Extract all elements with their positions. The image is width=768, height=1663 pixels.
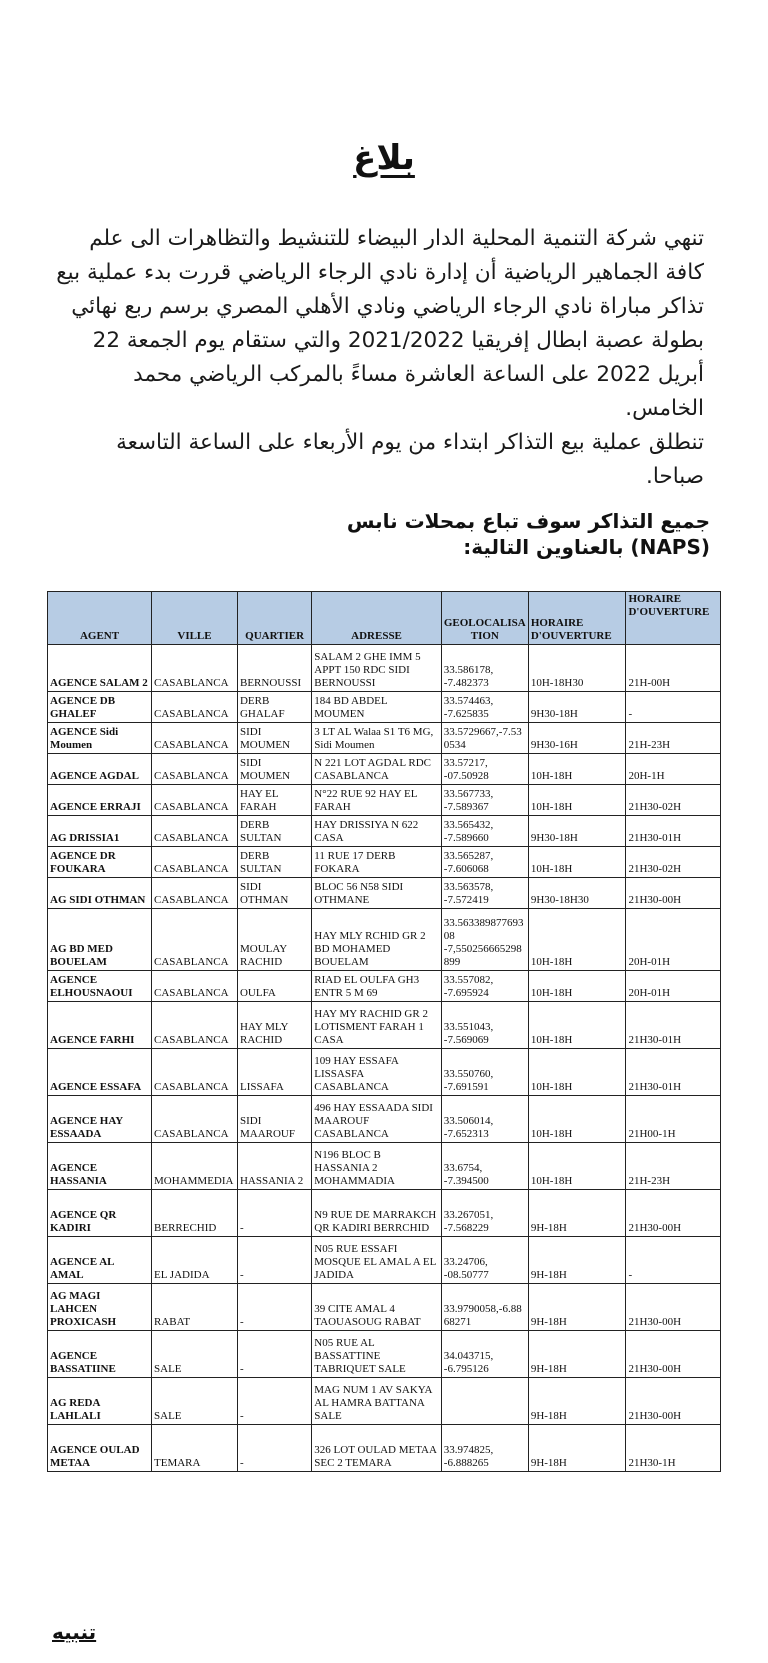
cell-quartier: - <box>237 1331 311 1378</box>
cell-agent: AGENCE FARHI <box>48 1002 152 1049</box>
cell-quartier: SIDI MOUMEN <box>237 723 311 754</box>
cell-geolocalisation: 34.043715, -6.795126 <box>441 1331 528 1378</box>
sales-heading-line-2: (NAPS) بالعناوين التالية: <box>463 535 710 559</box>
cell-geolocalisation: 33.267051, -7.568229 <box>441 1190 528 1237</box>
table-row <box>48 1425 721 1472</box>
cell-quartier: DERB SULTAN <box>237 847 311 878</box>
cell-ville: SALE <box>152 1378 238 1425</box>
cell-agent: AGENCE ERRAJI <box>48 785 152 816</box>
cell-quartier: OULFA <box>237 971 311 1002</box>
cell-quartier: - <box>237 1284 311 1331</box>
cell-adresse: N196 BLOC B HASSANIA 2 MOHAMMADIA <box>312 1143 442 1190</box>
cell-ville: CASABLANCA <box>152 692 238 723</box>
cell-horaire-2: 20H-01H <box>626 909 721 971</box>
cell-horaire-2: 21H30-00H <box>626 1190 721 1237</box>
cell-horaire-1: 10H-18H <box>528 785 626 816</box>
table-row <box>48 1002 721 1049</box>
cell-horaire-1: 9H-18H <box>528 1331 626 1378</box>
cell-horaire-2: 21H00-1H <box>626 1096 721 1143</box>
cell-geolocalisation: 33.56338987769308 -7,550256665298899 <box>441 909 528 971</box>
cell-adresse: N05 RUE AL BASSATTINE TABRIQUET SALE <box>312 1331 442 1378</box>
table-row <box>48 785 721 816</box>
notice-title: بلاغ <box>353 138 415 178</box>
cell-ville: CASABLANCA <box>152 645 238 692</box>
cell-agent: AGENCE DB GHALEF <box>48 692 152 723</box>
cell-adresse: N05 RUE ESSAFI MOSQUE EL AMAL A EL JADIDA <box>312 1237 442 1284</box>
cell-ville: CASABLANCA <box>152 1002 238 1049</box>
cell-agent: AGENCE HASSANIA <box>48 1143 152 1190</box>
table-row <box>48 1096 721 1143</box>
cell-horaire-1: 9H-18H <box>528 1425 626 1472</box>
footer-note: تنبيه <box>52 1620 97 1644</box>
header-agent: AGENT <box>48 592 152 645</box>
cell-geolocalisation: 33.6754, -7.394500 <box>441 1143 528 1190</box>
cell-quartier: HASSANIA 2 <box>237 1143 311 1190</box>
cell-horaire-1: 10H-18H30 <box>528 645 626 692</box>
cell-ville: CASABLANCA <box>152 723 238 754</box>
cell-quartier: - <box>237 1237 311 1284</box>
cell-agent: AGENCE ELHOUSNAOUI <box>48 971 152 1002</box>
cell-horaire-1: 9H-18H <box>528 1378 626 1425</box>
cell-agent: AGENCE BASSATIINE <box>48 1331 152 1378</box>
cell-geolocalisation: 33.557082, -7.695924 <box>441 971 528 1002</box>
cell-geolocalisation: 33.57217, -07.50928 <box>441 754 528 785</box>
cell-quartier: HAY MLY RACHID <box>237 1002 311 1049</box>
cell-geolocalisation: 33.550760, -7.691591 <box>441 1049 528 1096</box>
cell-agent: AGENCE AGDAL <box>48 754 152 785</box>
cell-horaire-2: 20H-01H <box>626 971 721 1002</box>
cell-agent: AGENCE HAY ESSAADA <box>48 1096 152 1143</box>
cell-geolocalisation: 33.9790058,-6.8868271 <box>441 1284 528 1331</box>
table-row <box>48 971 721 1002</box>
cell-adresse: 326 LOT OULAD METAA SEC 2 TEMARA <box>312 1425 442 1472</box>
cell-geolocalisation: 33.24706, -08.50777 <box>441 1237 528 1284</box>
cell-adresse: HAY MY RACHID GR 2 LOTISMENT FARAH 1 CASA <box>312 1002 442 1049</box>
cell-horaire-2: 21H30-00H <box>626 1284 721 1331</box>
table-row <box>48 1378 721 1425</box>
cell-horaire-1: 10H-18H <box>528 1143 626 1190</box>
sales-heading-line-1: جميع التذاكر سوف تباع بمحلات نابس <box>346 509 710 533</box>
cell-horaire-2: 21H30-02H <box>626 847 721 878</box>
table-row <box>48 645 721 692</box>
cell-quartier: BERNOUSSI <box>237 645 311 692</box>
cell-horaire-2: 21H30-01H <box>626 1049 721 1096</box>
cell-ville: BERRECHID <box>152 1190 238 1237</box>
cell-adresse: SALAM 2 GHE IMM 5 APPT 150 RDC SIDI BERNOUSSI <box>312 645 442 692</box>
cell-horaire-1: 9H-18H <box>528 1237 626 1284</box>
table-row <box>48 692 721 723</box>
cell-agent: AGENCE QR KADIRI <box>48 1190 152 1237</box>
cell-agent: AGENCE ESSAFA <box>48 1049 152 1096</box>
table-body <box>48 645 721 1472</box>
cell-adresse: 3 LT AL Walaa S1 T6 MG, Sidi Moumen <box>312 723 442 754</box>
cell-agent: AG MAGI LAHCEN PROXICASH <box>48 1284 152 1331</box>
cell-agent: AGENCE AL AMAL <box>48 1237 152 1284</box>
notice-body <box>52 222 704 494</box>
cell-horaire-2: 21H-23H <box>626 723 721 754</box>
cell-ville: CASABLANCA <box>152 785 238 816</box>
cell-horaire-1: 9H-18H <box>528 1284 626 1331</box>
cell-adresse: 11 RUE 17 DERB FOKARA <box>312 847 442 878</box>
notice-paragraph-2: تنطلق عملية بيع التذاكر ابتداء من يوم الأربعاء على الساعة التاسعة صباحا. <box>116 430 704 489</box>
cell-quartier: - <box>237 1425 311 1472</box>
cell-horaire-2: 21H-00H <box>626 645 721 692</box>
cell-adresse: MAG NUM 1 AV SAKYA AL HAMRA BATTANA SALE <box>312 1378 442 1425</box>
cell-horaire-1: 10H-18H <box>528 1049 626 1096</box>
cell-horaire-2: 21H30-00H <box>626 1378 721 1425</box>
cell-horaire-2: - <box>626 692 721 723</box>
cell-geolocalisation <box>441 1378 528 1425</box>
cell-geolocalisation: 33.565287, -7.606068 <box>441 847 528 878</box>
cell-agent: AGENCE OULAD METAA <box>48 1425 152 1472</box>
cell-ville: CASABLANCA <box>152 1096 238 1143</box>
cell-adresse: HAY DRISSIYA N 622 CASA <box>312 816 442 847</box>
cell-horaire-1: 9H-18H <box>528 1190 626 1237</box>
cell-ville: CASABLANCA <box>152 971 238 1002</box>
cell-agent: AGENCE DR FOUKARA <box>48 847 152 878</box>
cell-ville: CASABLANCA <box>152 1049 238 1096</box>
cell-agent: AG BD MED BOUELAM <box>48 909 152 971</box>
cell-adresse: 496 HAY ESSAADA SIDI MAAROUF CASABLANCA <box>312 1096 442 1143</box>
header-horaire-1: HORAIRE D'OUVERTURE <box>528 592 626 645</box>
table-row <box>48 723 721 754</box>
sales-points-heading <box>330 508 710 560</box>
cell-horaire-1: 10H-18H <box>528 754 626 785</box>
cell-horaire-2: 21H30-01H <box>626 816 721 847</box>
header-geolocalisation: GEOLOCALISATION <box>441 592 528 645</box>
cell-adresse: 39 CITE AMAL 4 TAOUASOUG RABAT <box>312 1284 442 1331</box>
cell-horaire-1: 10H-18H <box>528 1096 626 1143</box>
header-quartier: QUARTIER <box>237 592 311 645</box>
cell-ville: CASABLANCA <box>152 754 238 785</box>
cell-quartier: DERB SULTAN <box>237 816 311 847</box>
cell-ville: SALE <box>152 1331 238 1378</box>
table-row <box>48 1237 721 1284</box>
cell-agent: AGENCE Sidi Moumen <box>48 723 152 754</box>
cell-horaire-1: 10H-18H <box>528 847 626 878</box>
cell-agent: AGENCE SALAM 2 <box>48 645 152 692</box>
cell-quartier: - <box>237 1190 311 1237</box>
cell-adresse: HAY MLY RCHID GR 2 BD MOHAMED BOUELAM <box>312 909 442 971</box>
cell-adresse: 184 BD ABDEL MOUMEN <box>312 692 442 723</box>
table-row <box>48 878 721 909</box>
cell-adresse: N9 RUE DE MARRAKCH QR KADIRI BERRCHID <box>312 1190 442 1237</box>
cell-horaire-1: 9H30-18H30 <box>528 878 626 909</box>
cell-geolocalisation: 33.563578, -7.572419 <box>441 878 528 909</box>
cell-quartier: LISSAFA <box>237 1049 311 1096</box>
cell-adresse: RIAD EL OULFA GH3 ENTR 5 M 69 <box>312 971 442 1002</box>
cell-quartier: HAY EL FARAH <box>237 785 311 816</box>
table-row <box>48 754 721 785</box>
cell-geolocalisation: 33.574463, -7.625835 <box>441 692 528 723</box>
cell-horaire-1: 10H-18H <box>528 909 626 971</box>
table-row <box>48 816 721 847</box>
table-row <box>48 1143 721 1190</box>
cell-geolocalisation: 33.551043, -7.569069 <box>441 1002 528 1049</box>
cell-horaire-1: 9H30-16H <box>528 723 626 754</box>
header-horaire-2: HORAIRE D'OUVERTURE <box>626 592 721 645</box>
table-row <box>48 1049 721 1096</box>
cell-ville: CASABLANCA <box>152 816 238 847</box>
cell-horaire-2: 21H30-02H <box>626 785 721 816</box>
cell-horaire-2: 20H-1H <box>626 754 721 785</box>
cell-geolocalisation: 33.5729667,-7.530534 <box>441 723 528 754</box>
cell-adresse: N 221 LOT AGDAL RDC CASABLANCA <box>312 754 442 785</box>
cell-geolocalisation: 33.586178, -7.482373 <box>441 645 528 692</box>
agencies-table <box>47 591 721 1472</box>
cell-quartier: DERB GHALAF <box>237 692 311 723</box>
cell-geolocalisation: 33.506014, -7.652313 <box>441 1096 528 1143</box>
cell-horaire-2: 21H-23H <box>626 1143 721 1190</box>
cell-horaire-2: 21H30-01H <box>626 1002 721 1049</box>
cell-horaire-1: 9H30-18H <box>528 816 626 847</box>
cell-quartier: SIDI MOUMEN <box>237 754 311 785</box>
cell-agent: AG SIDI OTHMAN <box>48 878 152 909</box>
cell-horaire-2: 21H30-00H <box>626 878 721 909</box>
table-row <box>48 1284 721 1331</box>
cell-agent: AG REDA LAHLALI <box>48 1378 152 1425</box>
cell-ville: CASABLANCA <box>152 878 238 909</box>
cell-geolocalisation: 33.974825, -6.888265 <box>441 1425 528 1472</box>
cell-quartier: - <box>237 1378 311 1425</box>
cell-ville: RABAT <box>152 1284 238 1331</box>
table-header-row <box>48 592 721 645</box>
cell-ville: TEMARA <box>152 1425 238 1472</box>
cell-ville: CASABLANCA <box>152 847 238 878</box>
cell-geolocalisation: 33.567733, -7.589367 <box>441 785 528 816</box>
cell-horaire-1: 10H-18H <box>528 1002 626 1049</box>
cell-adresse: BLOC 56 N58 SIDI OTHMANE <box>312 878 442 909</box>
cell-quartier: SIDI OTHMAN <box>237 878 311 909</box>
cell-ville: EL JADIDA <box>152 1237 238 1284</box>
cell-agent: AG DRISSIA1 <box>48 816 152 847</box>
cell-horaire-1: 10H-18H <box>528 971 626 1002</box>
notice-paragraph-1: تنهي شركة التنمية المحلية الدار البيضاء للتنشيط والتظاهرات الى علم كافة الجماهير الرياضية أن إدارة نادي الرجاء الرياضي قررت بدء عملية بيع تذاكر مباراة نادي الرجاء الرياضي ونادي الأهلي المصري برسم ربع نهائي بطولة عصبة ابطال إفريقيا 2021/2022 والتي ستقام يوم الجمعة 22 أبريل 2022 على الساعة العاشرة مساءً بالمركب الرياضي محمد الخامس. <box>56 226 704 421</box>
table-row <box>48 1190 721 1237</box>
table-row <box>48 1331 721 1378</box>
cell-horaire-2: 21H30-00H <box>626 1331 721 1378</box>
cell-geolocalisation: 33.565432, -7.589660 <box>441 816 528 847</box>
cell-quartier: SIDI MAAROUF <box>237 1096 311 1143</box>
cell-horaire-2: - <box>626 1237 721 1284</box>
cell-horaire-2: 21H30-1H <box>626 1425 721 1472</box>
table-row <box>48 909 721 971</box>
header-ville: VILLE <box>152 592 238 645</box>
header-adresse: ADRESSE <box>312 592 442 645</box>
cell-adresse: 109 HAY ESSAFA LISSASFA CASABLANCA <box>312 1049 442 1096</box>
cell-adresse: N°22 RUE 92 HAY EL FARAH <box>312 785 442 816</box>
cell-horaire-1: 9H30-18H <box>528 692 626 723</box>
cell-ville: CASABLANCA <box>152 909 238 971</box>
cell-quartier: MOULAY RACHID <box>237 909 311 971</box>
table-row <box>48 847 721 878</box>
cell-ville: MOHAMMEDIA <box>152 1143 238 1190</box>
